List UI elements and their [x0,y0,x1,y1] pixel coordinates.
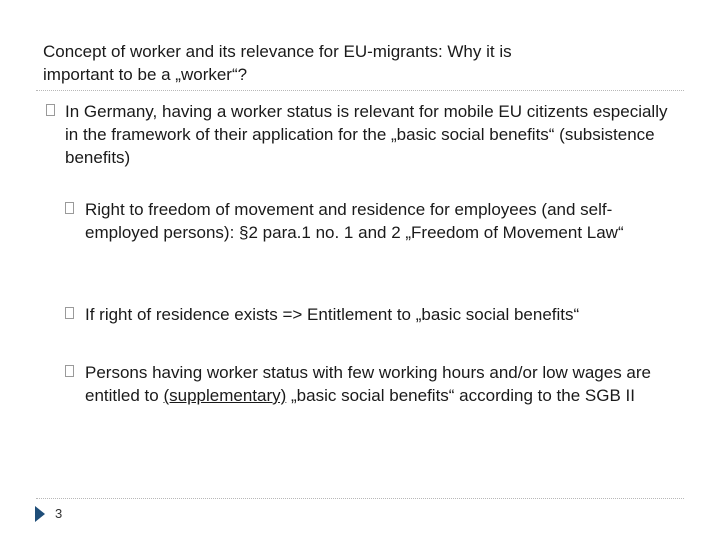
sub-bullet-2-text: If right of residence exists => Entitlement to „basic social benefits“ [85,305,580,324]
bottom-divider [36,498,684,499]
sub-bullet-3 [65,361,685,407]
sub-bullet-1 [65,198,685,244]
page-number: 3 [55,506,63,521]
sub-bullet-3-text [85,361,675,407]
slide-title-line-1: Concept of worker and its relevance for EU-migrants: Why it is [43,42,512,61]
top-divider [36,90,684,91]
main-bullet-text: In Germany, having a worker status is relevant for mobile EU citizents especially in the framework of their application for the „basic social benefits“ (subsistence benefits) [65,102,668,167]
slide-title [43,40,663,86]
square-bullet-icon [46,104,55,116]
sub-bullet-1-text: Right to freedom of movement and residence for employees (and self-employed persons): §2 para.1 no. 1 and 2 „Freedom of Movement Law“ [85,200,624,242]
square-bullet-icon [65,202,74,214]
sub-bullet-3-text-start: Persons having worker status with few working hours and/or low wages are entitled to [85,363,651,405]
square-bullet-icon [65,365,74,377]
sub-bullet-3-text-end: „basic social benefits“ according to the SGB II [286,386,635,405]
sub-bullet-2 [65,303,685,326]
slide-title-line-2: important to be a „worker“? [43,65,248,84]
sub-bullet-3-underlined: (supplementary) [163,386,287,405]
main-bullet [46,100,686,169]
triangle-marker-icon [35,506,45,522]
square-bullet-icon [65,307,74,319]
